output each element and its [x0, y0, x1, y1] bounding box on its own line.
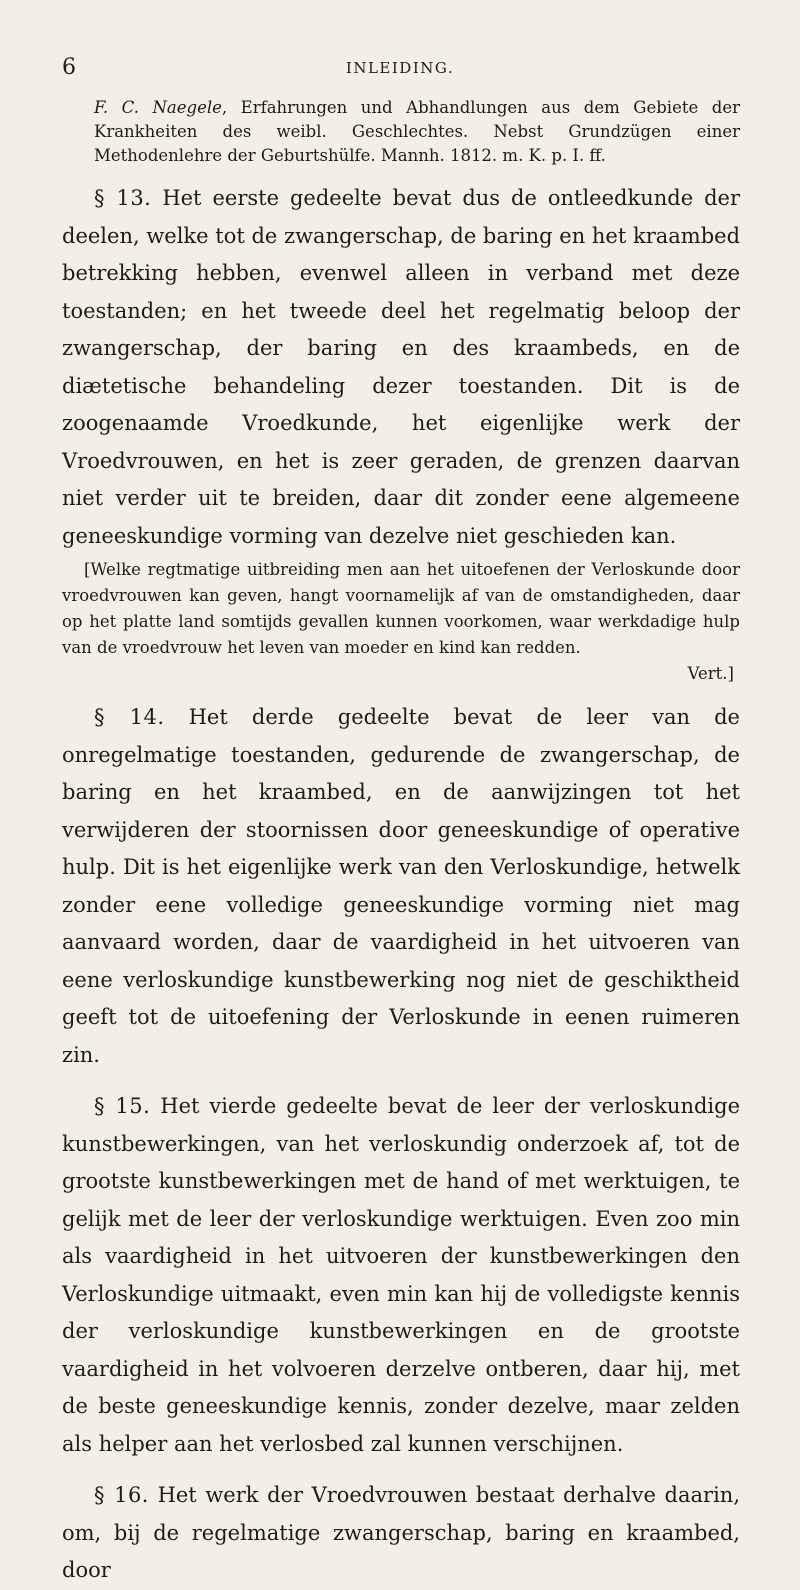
reference-text: , Erfahrungen und Abhandlungen aus dem Gebiete der Krankheiten des weibl. Geschlechtes. Nebst Grundzügen einer Methodenlehre der Geburtshülfe. Mannh. 1812. m. K. p. I. ff.: [94, 98, 740, 165]
translator-signature: Vert.]: [687, 664, 734, 683]
page-number: 6: [62, 55, 76, 80]
paragraph-text: Het eerste gedeelte bevat dus de ontleedkunde der deelen, welke tot de zwangerschap, de baring en het kraambed betrekking hebben, evenwel alleen in verband met deze toestanden; en het tweede deel het regelmatig beloop der zwangerschap, der baring en des kraambeds, en de diætetische behandeling dezer toestanden. Dit is de zoogenaamde Vroedkunde, het eigenlijke werk der Vroedvrouwen, en het is zeer geraden, de grenzen daarvan niet verder uit te breiden, daar dit zonder eene algemeene geneeskundige vorming van dezelve niet geschieden kan.: [62, 186, 741, 548]
paragraph-text: Het werk der Vroedvrouwen bestaat derhalve daarin, om, bij de regelmatige zwangerschap, baring en kraambed, door: [62, 1483, 740, 1582]
paragraph-13: [62, 180, 740, 555]
reference-author: F. C. Naegele: [94, 98, 222, 117]
running-title: INLEIDING.: [345, 59, 455, 77]
paragraph-15: [62, 1088, 740, 1463]
paragraph-text: Het derde gedeelte bevat de leer van de onregelmatige toestanden, gedurende de zwangerschap, de baring en het kraambed, en de aanwijzingen tot het verwijderen der stoornissen door geneeskundige of operative hulp. Dit is het eigenlijke werk van den Verloskundige, hetwelk zonder eene volledige geneeskundige vorming niet mag aanvaard worden, daar de vaardigheid in het uitvoeren van eene verloskundige kunstbewerking nog niet de geschiktheid geeft tot de uitoefening der Verloskunde in eenen ruimeren zin.: [62, 705, 740, 1067]
section-number: § 16.: [94, 1483, 149, 1507]
paragraph-14: [62, 699, 740, 1074]
paragraph-text: Het vierde gedeelte bevat de leer der verloskundige kunstbewerkingen, van het verloskundig onderzoek af, tot de grootste kunstbewerkingen met de hand of met werktuigen, te gelijk met de leer der verloskundige werktuigen. Even zoo min als vaardigheid in het uitvoeren der kunstbewerkingen den Verloskundige uitmaakt, even min kan hij de volledigste kennis der verloskundige kunstbewerkingen en de grootste vaardigheid in het volvoeren derzelve ontberen, daar hij, met de beste geneeskundige kennis, zonder dezelve, maar zelden als helper aan het verlosbed zal kunnen verschijnen.: [62, 1094, 741, 1456]
page-body: [62, 96, 740, 1590]
paragraph-16: [62, 1477, 740, 1590]
section-number: § 14.: [94, 705, 165, 729]
section-number: § 13.: [94, 186, 152, 210]
section-number: § 15.: [94, 1094, 151, 1118]
translator-note: [Welke regtmatige uitbreiding men aan het uitoefenen der Verloskunde door vroedvrouwen kan geven, hangt voornamelijk af van de omstandigheden, daar op het platte land somtijds gevallen kunnen voorkomen, waar werkdadige hulp van de vroedvrouw het leven van moeder en kind kan redden.: [62, 560, 740, 657]
reference-entry: [94, 96, 740, 168]
page-header: [62, 55, 738, 85]
